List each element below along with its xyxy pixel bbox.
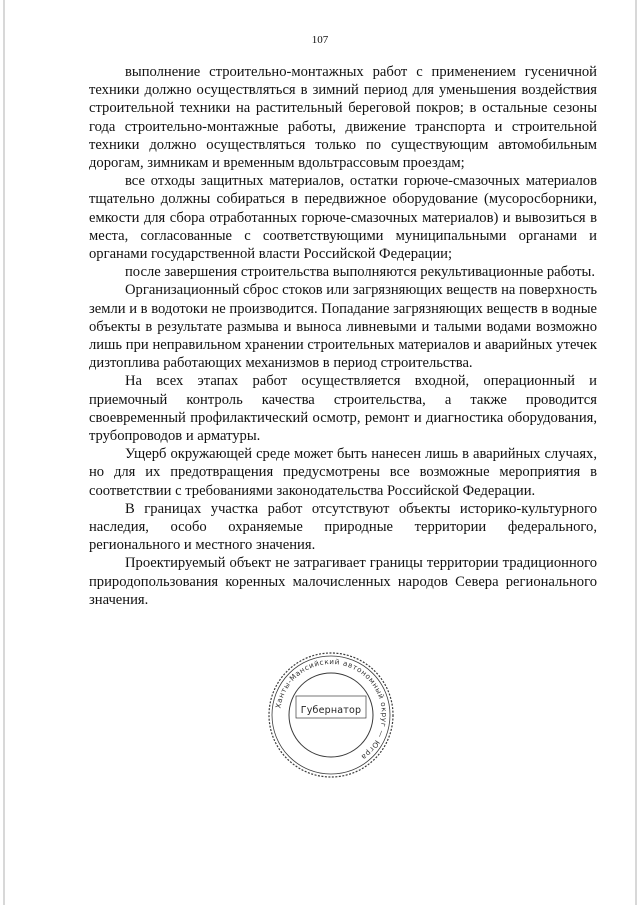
- paragraph-5: На всех этапах работ осуществляется входной, операционный и приемочный контроль качества строительства, а также проводится своевременный профилактический осмотр, ремонт и диагностика оборудования, трубопроводов и арматуры.: [89, 373, 597, 445]
- paragraph-1: выполнение строительно-монтажных работ с применением гусеничной техники должно осуществляться в зимний период для уменьшения воздействия строительной техники на растительный береговой покров; в остальные сезоны года строительно-монтажные работы, движение транспорта и строительной техники должно осуществляться только по существующим автомобильным дорогам, зимникам и временным вдольтрассовым проездам;: [89, 64, 597, 172]
- scan-edge-right: [635, 0, 637, 905]
- seal-ring-text: Ханты-Мансийский автономный округ — Югра: [273, 656, 390, 763]
- paragraph-8: Проектируемый объект не затрагивает границы территории традиционного природопользования коренных малочисленных народов Севера регионального значения.: [89, 555, 597, 608]
- document-body: [89, 63, 597, 609]
- governor-seal-stamp: [266, 650, 396, 780]
- seal-center-text: Губернатор: [300, 705, 362, 716]
- page-number: 107: [311, 34, 329, 46]
- paragraph-4: Организационный сброс стоков или загрязняющих веществ на поверхность земли и в водотоки не производится. Попадание загрязняющих веществ в водные объекты в результате размыва и выноса ливневыми и талыми водами возможно лишь при неправильном хранении строительных материалов и аварийных утечек дизтоплива работающих механизмов в период строительства.: [89, 282, 597, 372]
- scan-edge-left: [3, 0, 5, 905]
- paragraph-6: Ущерб окружающей среде может быть нанесен лишь в аварийных случаях, но для их предотвращения предусмотрены все возможные мероприятия в соответствии с требованиями законодательства Российской Федерации.: [89, 446, 597, 499]
- paragraph-7: В границах участка работ отсутствуют объекты историко-культурного наследия, особо охраняемые природные территории федерального, регионального и местного значения.: [89, 500, 597, 554]
- paragraph-3: после завершения строительства выполняются рекультивационные работы.: [125, 264, 595, 281]
- paragraph-2: все отходы защитных материалов, остатки горюче-смазочных материалов тщательно должны собираться в передвижное оборудование (мусоросборники, емкости для сбора отработанных горюче-смазочных материалов) и вывозиться в места, согласованные с соответствующими муниципальными органами и органами государственной власти Российской Федерации;: [89, 173, 597, 263]
